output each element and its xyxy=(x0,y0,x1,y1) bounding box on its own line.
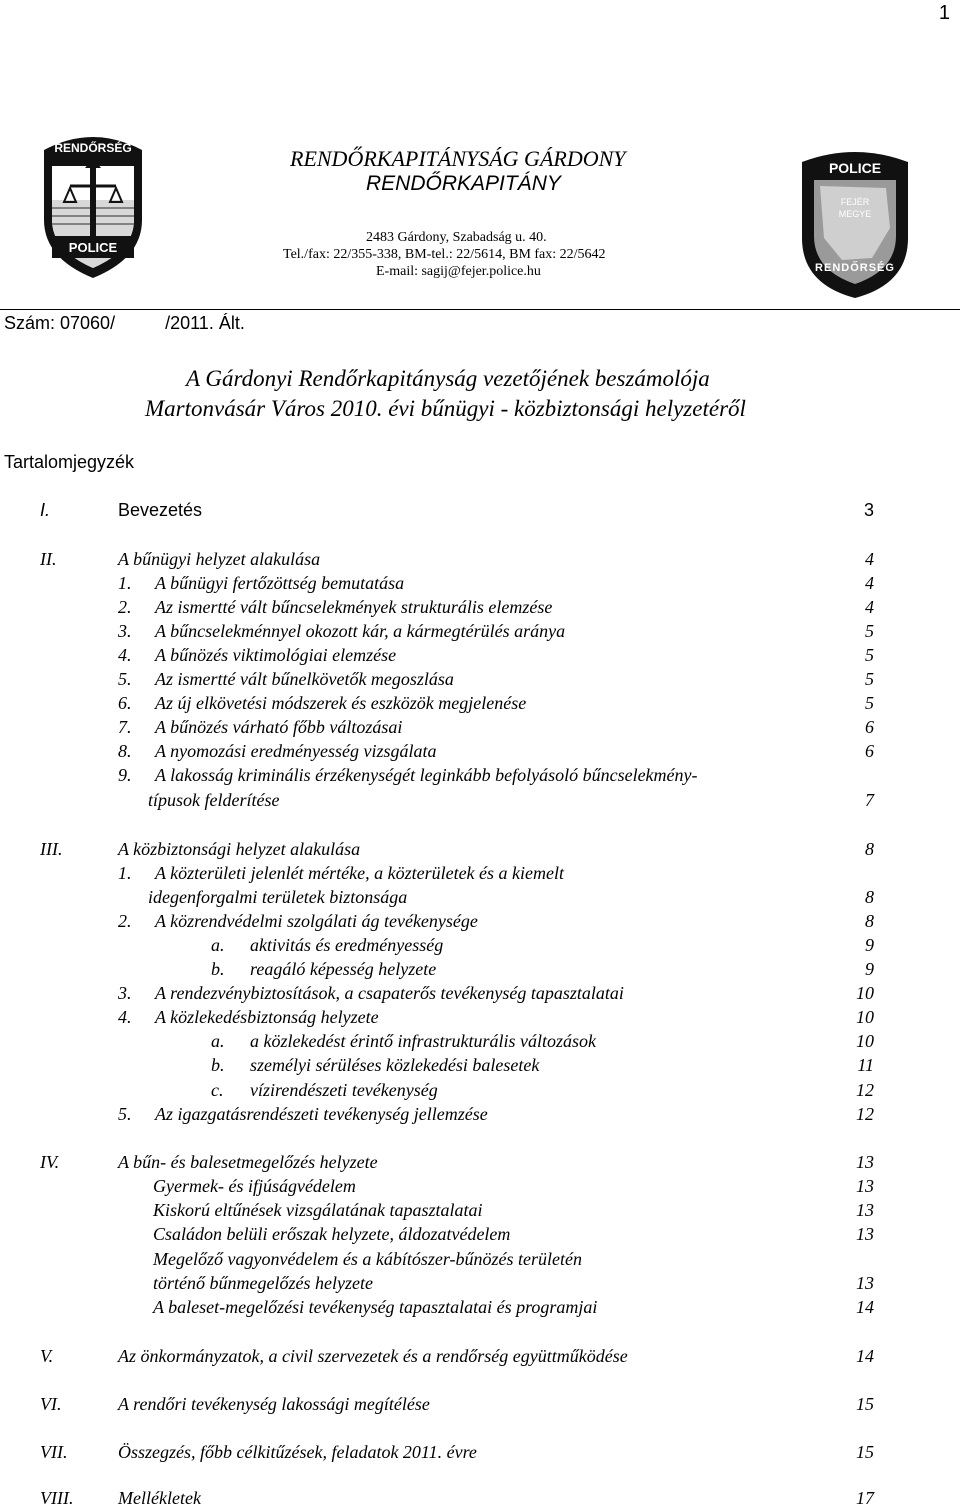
toc-entry-text: A bűn- és balesetmegelőzés helyzete xyxy=(118,1152,378,1172)
toc-page: 13 xyxy=(856,1200,874,1220)
toc-entry-text: Az új elkövetési módszerek és eszközök megjelenése xyxy=(155,693,527,713)
toc-entry-text: Az önkormányzatok, a civil szervezetek és a rendőrség együttműködése xyxy=(118,1346,628,1366)
address: 2483 Gárdony, Szabadság u. 40. xyxy=(366,230,547,245)
email: E-mail: sagij@fejer.police.hu xyxy=(376,264,541,279)
toc-entry-text: Megelőző vagyonvédelem és a kábítószer-bűnözés területén xyxy=(153,1249,583,1269)
toc-num: V. xyxy=(40,1346,54,1366)
toc-page: 10 xyxy=(856,1007,874,1027)
toc-num: 2. xyxy=(118,911,132,931)
toc-entry-text: A lakosság kriminális érzékenységét leginkább befolyásoló bűncselekmény- xyxy=(155,765,698,785)
toc-page: 13 xyxy=(856,1176,874,1196)
toc-num: a. xyxy=(211,1031,225,1051)
toc-page: 13 xyxy=(856,1152,874,1172)
toc-page: 17 xyxy=(856,1488,874,1508)
toc-num: 4. xyxy=(118,1007,132,1027)
toc-page: 14 xyxy=(856,1297,874,1317)
toc-page: 5 xyxy=(865,645,874,665)
toc-page: 3 xyxy=(863,500,874,520)
toc-heading: Tartalomjegyzék xyxy=(4,452,135,472)
toc-page: 9 xyxy=(865,959,874,979)
toc-num: VII. xyxy=(40,1442,68,1462)
toc-entry-text: Mellékletek xyxy=(118,1488,201,1508)
toc-entry-text: idegenforgalmi területek biztonsága xyxy=(148,887,408,907)
toc-num: 3. xyxy=(118,621,132,641)
title-line1: A Gárdonyi Rendőrkapitányság vezetőjének beszámolója xyxy=(186,366,710,391)
toc-num: b. xyxy=(211,1055,225,1075)
toc-num: b. xyxy=(211,959,225,979)
toc-page: 6 xyxy=(865,741,874,761)
phone: Tel./fax: 22/355-338, BM-tel.: 22/5614, BM fax: 22/5642 xyxy=(283,247,606,262)
toc-entry-text: A rendőri tevékenység lakossági megítélése xyxy=(118,1394,430,1414)
toc-page: 6 xyxy=(865,717,874,737)
toc-entry-text: A bűnügyi fertőzöttség bemutatása xyxy=(155,573,405,593)
toc-page: 4 xyxy=(865,597,874,617)
toc-page: 12 xyxy=(856,1104,874,1124)
toc-entry-text: A bűnözés viktimológiai elemzése xyxy=(155,645,397,665)
toc-num: 2. xyxy=(118,597,132,617)
toc-num: 4. xyxy=(118,645,132,665)
toc-num: I. xyxy=(40,500,51,520)
toc-entry-text: Családon belüli erőszak helyzete, áldozatvédelem xyxy=(153,1224,511,1244)
toc-num: 8. xyxy=(118,741,132,761)
toc-entry-text: A közbiztonsági helyzet alakulása xyxy=(118,839,361,859)
toc-num: 6. xyxy=(118,693,132,713)
toc-num: 5. xyxy=(118,1104,132,1124)
toc-entry-text: A baleset-megelőzési tevékenység tapasztalatai és programjai xyxy=(153,1297,598,1317)
toc-num: 5. xyxy=(118,669,132,689)
toc-page: 5 xyxy=(865,669,874,689)
reference-label: Szám: 07060/ xyxy=(4,313,116,333)
toc-entry-text: reagáló képesség helyzete xyxy=(250,959,437,979)
toc-entry-text: Összegzés, főbb célkitűzések, feladatok 2011. évre xyxy=(118,1442,477,1462)
toc-num: c. xyxy=(211,1080,224,1100)
toc-num: II. xyxy=(40,549,57,569)
toc-entry-text: Az igazgatásrendészeti tevékenység jellemzése xyxy=(155,1104,488,1124)
org-title: RENDŐRKAPITÁNY xyxy=(366,172,561,195)
badge-top-text: POLICE xyxy=(828,160,882,176)
header-divider xyxy=(0,309,960,310)
toc-num: 9. xyxy=(118,765,132,785)
toc-page: 7 xyxy=(865,790,874,810)
reference-number xyxy=(4,313,245,334)
toc-num: III. xyxy=(40,839,63,859)
toc-entry-text: Az ismertté vált bűnelkövetők megoszlása xyxy=(155,669,454,689)
toc-entry-text: Az ismertté vált bűncselekmények strukturális elemzése xyxy=(155,597,553,617)
toc-entry-text: Gyermek- és ifjúságvédelem xyxy=(153,1176,356,1196)
toc-entry-text: A rendezvénybiztosítások, a csapaterős tevékenység tapasztalatai xyxy=(155,983,624,1003)
toc-num: IV. xyxy=(40,1152,60,1172)
toc-num: 3. xyxy=(118,983,132,1003)
toc-num: VI. xyxy=(40,1394,62,1414)
toc-entry-text: vízirendészeti tevékenység xyxy=(250,1080,438,1100)
toc-entry-text: Bevezetés xyxy=(118,500,203,520)
toc-page: 4 xyxy=(865,573,874,593)
crest-bottom-text: POLICE xyxy=(68,240,118,255)
toc-page: 13 xyxy=(856,1273,874,1293)
toc-page: 13 xyxy=(856,1224,874,1244)
toc-page: 10 xyxy=(856,983,874,1003)
toc-entry-text: a közlekedést érintő infrastrukturális változások xyxy=(250,1031,596,1051)
toc-num: 7. xyxy=(118,717,132,737)
toc-entry-text: történő bűnmegelőzés helyzete xyxy=(153,1273,373,1293)
toc-page: 5 xyxy=(865,621,874,641)
toc-page: 8 xyxy=(865,839,874,859)
toc-num: VIII. xyxy=(40,1488,74,1508)
toc-entry-text: A nyomozási eredményesség vizsgálata xyxy=(155,741,437,761)
badge-county-line1: FEJÉR xyxy=(840,197,870,207)
toc-page: 10 xyxy=(856,1031,874,1051)
toc-entry-text: aktivitás és eredményesség xyxy=(250,935,444,955)
toc-page: 5 xyxy=(865,693,874,713)
toc-entry-text: A bűncselekménnyel okozott kár, a kármegtérülés aránya xyxy=(155,621,566,641)
toc-entry-text: A bűnözés várható főbb változásai xyxy=(155,717,403,737)
title-line2: Martonvásár Város 2010. évi bűnügyi - közbiztonsági helyzetéről xyxy=(145,396,746,421)
toc-num: 1. xyxy=(118,863,132,883)
toc-entry-text: A közrendvédelmi szolgálati ág tevékenysége xyxy=(155,911,478,931)
badge-arc-text: RENDŐRSÉG xyxy=(815,262,895,274)
toc-page: 12 xyxy=(856,1080,874,1100)
toc-page: 15 xyxy=(856,1442,874,1462)
toc-entry-text: típusok felderítése xyxy=(148,790,280,810)
toc-page: 8 xyxy=(865,911,874,931)
toc-entry-text: A bűnügyi helyzet alakulása xyxy=(118,549,321,569)
reference-suffix: /2011. Ált. xyxy=(165,313,245,333)
page-number: 1 xyxy=(938,2,950,24)
toc-num: a. xyxy=(211,935,225,955)
toc-page: 11 xyxy=(857,1055,874,1075)
toc-entry-text: A közlekedésbiztonság helyzete xyxy=(155,1007,379,1027)
toc-entry-text: Kiskorú eltűnések vizsgálatának tapasztalatai xyxy=(153,1200,483,1220)
toc-page: 4 xyxy=(865,549,874,569)
toc-page: 8 xyxy=(865,887,874,907)
toc-entry-text: A közterületi jelenlét mértéke, a közterületek és a kiemelt xyxy=(155,863,565,883)
toc-page: 14 xyxy=(856,1346,874,1366)
badge-county-line2: MEGYE xyxy=(838,209,872,219)
toc-entry-text: személyi sérüléses közlekedési balesetek xyxy=(250,1055,540,1075)
org-name: RENDŐRKAPITÁNYSÁG GÁRDONY xyxy=(290,146,626,171)
toc-num: 1. xyxy=(118,573,132,593)
toc-page: 15 xyxy=(856,1394,874,1414)
toc-page: 9 xyxy=(865,935,874,955)
crest-top-text: RENDŐRSÉG xyxy=(54,141,132,155)
